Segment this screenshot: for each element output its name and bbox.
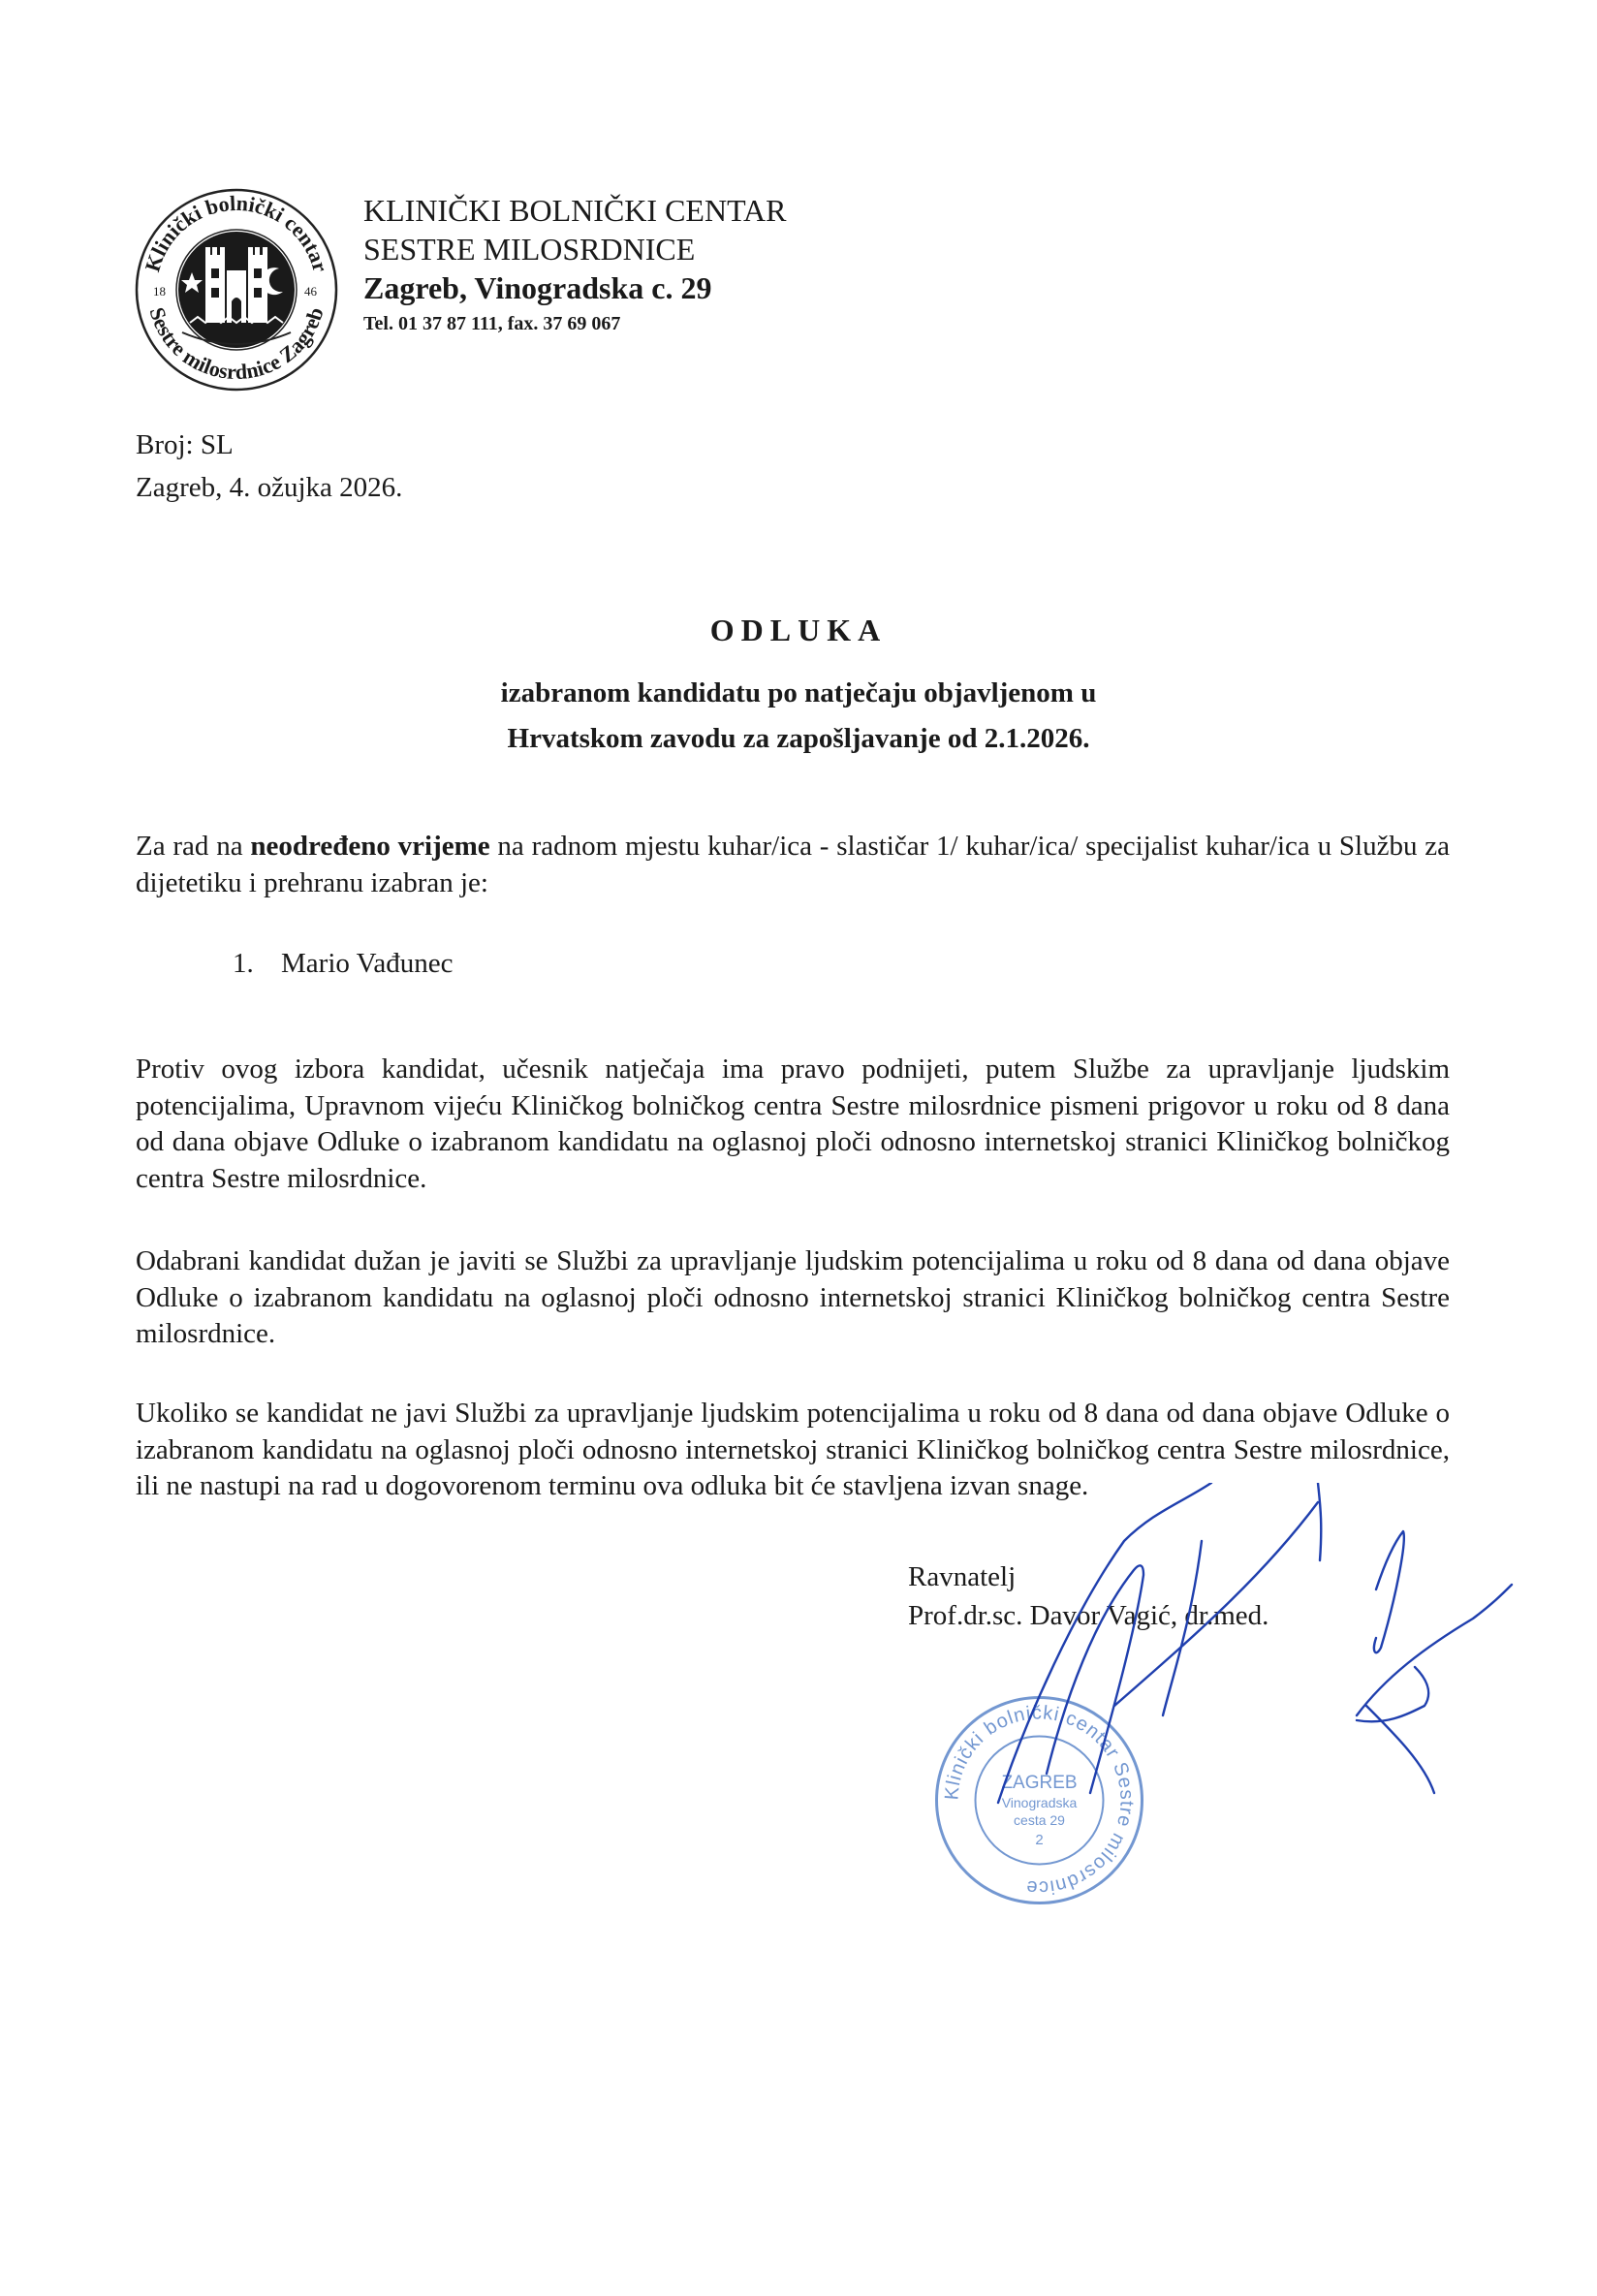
org-contact: Tel. 01 37 87 111, fax. 37 69 067 [363,313,621,334]
intro-text-before: Za rad na [136,831,251,862]
document-meta [136,424,402,509]
signatory-role: Ravnatelj [908,1561,1017,1592]
svg-text:2: 2 [1035,1832,1044,1848]
employment-type: neodređeno vrijeme [250,831,490,862]
svg-text:Klinički bolnički centar Sestr: Klinički bolnički centar Sestre milosrdnice [941,1702,1138,1899]
hospital-seal-icon [134,187,339,393]
document-title: ODLUKA [709,613,888,647]
intro-paragraph [136,829,1450,901]
list-item [233,946,453,982]
svg-text:Vinogradska: Vinogradska [1001,1795,1078,1810]
signatory-name: Prof.dr.sc. Davor Vagić, dr.med. [908,1600,1269,1631]
objection-paragraph: Protiv ovog izbora kandidat, učesnik natječaja ima pravo podnijeti, putem Službe za upravljanje ljudskim potencijalima, Upravnom vijeću Kliničkog bolničkog centra Sestre milosrdnice pismeni prigovor u roku od 8 dana od dana objave Odluke o izabranom kandidatu na oglasnoj ploči odnosno internetskoj stranici Kliničkog bolničkog centra Sestre milosrdnice. [136,1054,1450,1194]
intro-text-after: na radnom mjestu kuhar/ica - slastičar 1/ kuhar/ica/ specijalist kuhar/ica u Službu za dijetetiku i prehranu izabran je: [136,831,1450,898]
org-name-line2: SESTRE MILOSRDNICE [363,232,696,267]
candidate-number: 1. [233,948,254,979]
org-name-line1: KLINIČKI BOLNIČKI CENTAR [363,193,787,228]
svg-text:ZAGREB: ZAGREB [1001,1773,1078,1793]
candidate-name: Mario Vađunec [281,948,454,979]
document-date: Zagreb, 4. ožujka 2026. [136,472,403,503]
report-paragraph: Odabrani kandidat dužan je javiti se Službi za upravljanje ljudskim potencijalima u roku od 8 dana od dana objave Odluke o izabranom kandidatu na oglasnoj ploči odnosno internetskoj stranici Kliničkog bolničkog centra Sestre milosrdnice. [136,1245,1450,1349]
void-paragraph: Ukoliko se kandidat ne javi Službi za upravljanje ljudskim potencijalima u roku od 8 dana od dana objave Odluke o izabranom kandidatu na oglasnoj ploči odnosno internetskoj stranici Kliničkog bolničkog centra Sestre milosrdnice, ili ne nastupi na rad u dogovorenom terminu ova odluka bit će stavljena izvan snage. [136,1398,1450,1501]
svg-text:cesta 29: cesta 29 [1014,1812,1065,1828]
org-address: Zagreb, Vinogradska c. 29 [363,270,712,305]
subtitle-line2: Hrvatskom zavodu za zapošljavanje od 2.1.2026. [507,723,1090,754]
organization-header [363,191,1042,336]
svg-text:46: 46 [304,284,317,299]
document-subtitle [0,671,1597,762]
handwritten-signature-icon [969,1483,1550,1832]
document-number: Broj: SL [136,429,234,460]
candidate-list [233,946,453,982]
svg-text:Klinički bolnički centar: Klinički bolnički centar [140,190,333,275]
svg-text:Sestre milosrdnice Zagreb: Sestre milosrdnice Zagreb [144,304,329,385]
svg-text:18: 18 [153,284,166,299]
subtitle-line1: izabranom kandidatu po natječaju objavljenom u [500,677,1097,708]
